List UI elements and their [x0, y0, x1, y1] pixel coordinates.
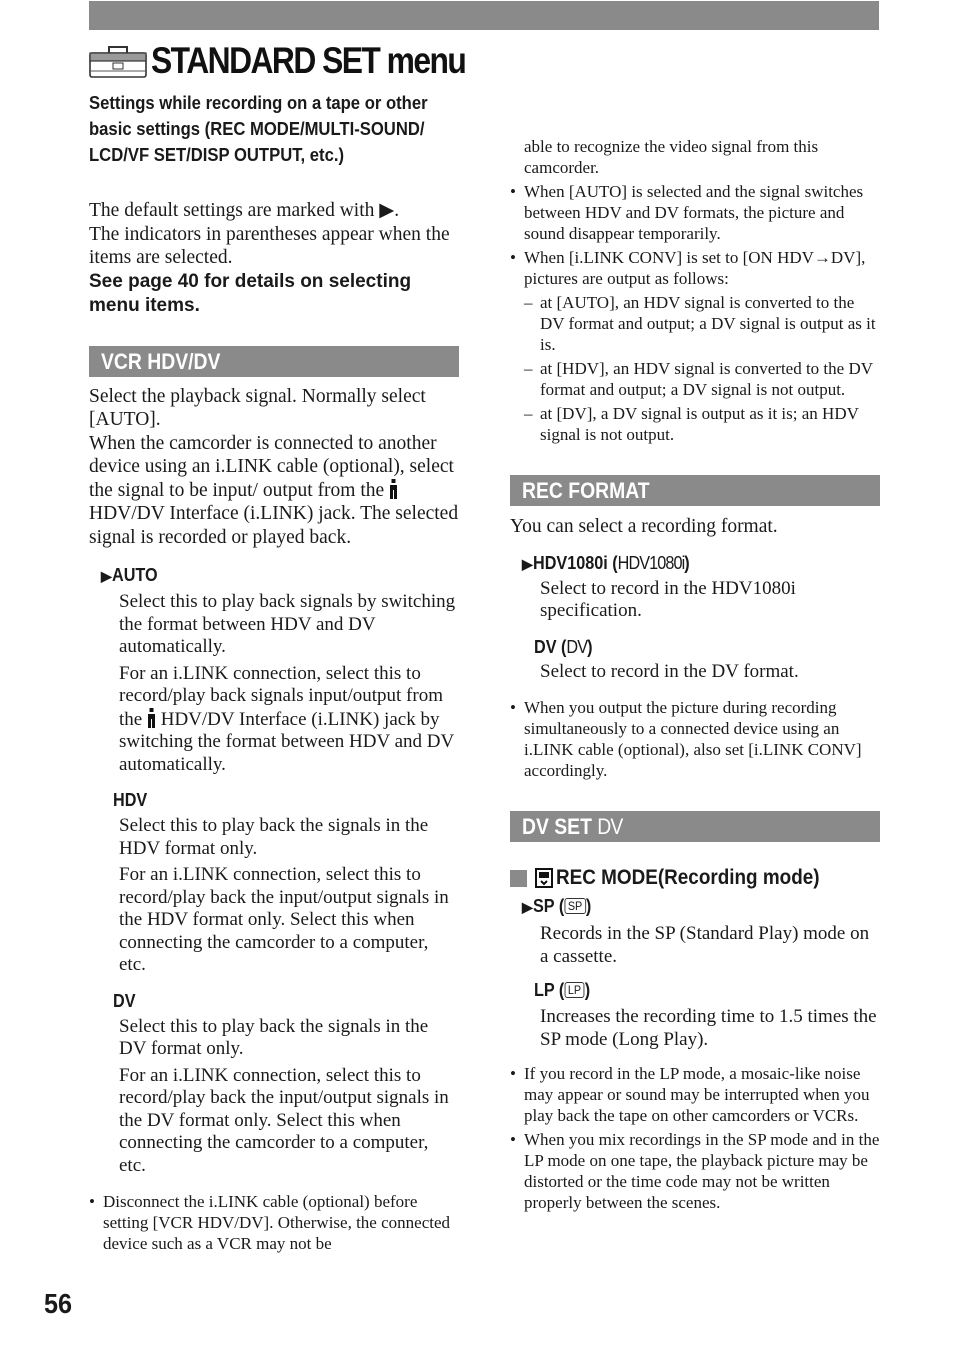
sp-indicator-icon: SP: [564, 898, 586, 914]
dv-format-desc: Select to record in the DV format.: [540, 660, 799, 682]
vcr-note-2: • When [AUTO] is selected and the signal switches between HDV and DV formats, the picture and sound disappear temporarily.: [510, 181, 880, 244]
dv-indicator-icon: DV: [597, 814, 623, 839]
hdv-desc-2: For an i.LINK connection, select this to record/play back the input/output signals in the HDV format only. Select this when connecting the camcorder to a computer, etc.: [119, 864, 449, 975]
hdv-desc-1: Select this to play back the signals in the HDV format only.: [119, 815, 429, 859]
sp-desc: Records in the SP (Standard Play) mode on a cassette.: [540, 923, 870, 967]
intro-default: The default settings are marked with ▶.: [89, 200, 400, 221]
recformat-note: • When you output the picture during recording simultaneously to a connected device using an i.LINK cable (optional), also set [i.LINK CONV] accordingly.: [510, 697, 880, 781]
vcr-note-1-continued: able to recognize the video signal from this camcorder.: [524, 137, 819, 177]
vcr-intro: Select the playback signal. Normally select [AUTO].: [89, 385, 426, 430]
vcr-sub-dv: – at [DV], a DV signal is output as it is; an HDV signal is not output.: [510, 403, 880, 445]
vcr-sub-auto: – at [AUTO], an HDV signal is converted to the DV format and output; a DV signal is output as it is.: [510, 292, 880, 355]
option-dv: DV: [113, 990, 136, 1011]
page-title: STANDARD SET menu: [151, 40, 466, 81]
intro-indicators: The indicators in parentheses appear when the items are selected.: [89, 223, 450, 268]
header-bar: [89, 1, 879, 30]
option-lp: LP ( LP ): [534, 980, 591, 1000]
vcr-sub-hdv: – at [HDV], an HDV signal is converted to the DV format and output; a DV signal is not output.: [510, 358, 880, 400]
vcr-connection: When the camcorder is connected to another device using an i.LINK cable (optional), select the signal to be input/ output from the HDV/DV Interface (i.LINK) jack. The selected signal is recorded or played back.: [89, 432, 459, 548]
default-marker-icon: ▶: [101, 568, 112, 584]
default-marker-icon: ▶: [522, 555, 533, 572]
hdv1080i-desc: Select to record in the HDV1080i specification.: [540, 577, 796, 621]
vcr-note-1: • Disconnect the i.LINK cable (optional) before setting [VCR HDV/DV]. Otherwise, the connected device such as a VCR may not be: [89, 1191, 459, 1254]
page-number: 56: [44, 1288, 73, 1319]
title-row: [89, 38, 516, 84]
vcr-note-3: • When [i.LINK CONV] is set to [ON HDV→DV], pictures are output as follows:: [510, 247, 880, 289]
page-subtitle: Settings while recording on a tape or other basic settings (REC MODE/MULTI-SOUND/ LCD/VF SET/DISP OUTPUT, etc.): [89, 92, 428, 165]
option-dv-format: DV (DV): [534, 636, 593, 657]
option-auto: ▶AUTO: [101, 565, 158, 585]
lp-desc: Increases the recording time to 1.5 times the SP mode (Long Play).: [540, 1006, 877, 1050]
section-vcr-hdv-dv: VCR HDV/DV: [89, 346, 459, 377]
tape-icon: [535, 868, 553, 888]
item-rec-mode: REC MODE(Recording mode): [510, 864, 880, 892]
intro-see-page: See page 40 for details on selecting menu items.: [89, 270, 412, 316]
dv-desc-2: For an i.LINK connection, select this to record/play back the input/output signals in the DV format only. Select this when connecting the camcorder to a computer, etc.: [119, 1064, 449, 1176]
default-marker-icon: ▶: [522, 899, 533, 915]
dv-desc-1: Select this to play back the signals in the DV format only.: [119, 1015, 429, 1059]
lp-indicator-icon: LP: [564, 982, 584, 998]
option-hdv1080i: ▶HDV1080i (HDV1080i): [522, 552, 690, 573]
item-marker-icon: [510, 870, 527, 887]
ilink-icon: [147, 708, 156, 728]
dvset-note-2: • When you mix recordings in the SP mode and in the LP mode on one tape, the playback picture may be distorted or the time code may not be written properly between the scenes.: [510, 1129, 880, 1213]
recformat-intro: You can select a recording format.: [510, 516, 778, 537]
auto-desc-1: Select this to play back signals by switching the format between HDV and DV automatically.: [119, 591, 456, 657]
toolbox-icon: [89, 44, 147, 78]
right-column: [510, 136, 880, 1213]
section-rec-format: REC FORMAT: [510, 475, 880, 506]
dv-indicator-icon: DV: [566, 636, 588, 657]
option-sp: ▶SP ( SP ): [522, 896, 592, 916]
hdv1080i-indicator-icon: HDV1080i: [617, 552, 685, 573]
ilink-icon: [389, 479, 398, 499]
option-hdv: HDV: [113, 790, 148, 810]
auto-desc-2: For an i.LINK connection, select this to record/play back signals input/output from the HDV/DV Interface (i.LINK) jack by switching the format between HDV and DV automatically.: [119, 662, 454, 775]
section-dv-set: DV SET DV: [510, 811, 880, 842]
left-column: [89, 199, 459, 1254]
dvset-note-1: • If you record in the LP mode, a mosaic-like noise may appear or sound may be interrupted when you play back the tape on other camcorders or VCRs.: [510, 1063, 880, 1126]
